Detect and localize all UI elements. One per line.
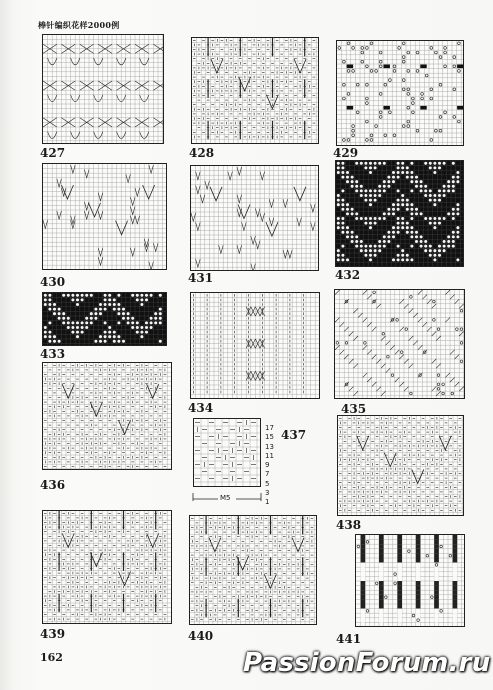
chart-431: [190, 165, 319, 271]
chart-437-repeat-label: M5: [220, 494, 231, 502]
chart-437: [193, 418, 261, 487]
row-label: 11: [265, 451, 274, 460]
chart-number-431: 431: [188, 271, 214, 285]
chart-number-438: 438: [336, 518, 362, 532]
chart-number-432: 432: [335, 268, 361, 282]
chart-number-437: 437: [281, 428, 307, 442]
chart-number-429: 429: [333, 146, 359, 160]
chart-429: [336, 40, 464, 146]
chart-439: [42, 510, 172, 624]
chart-number-427: 427: [40, 146, 66, 160]
page-number: 162: [40, 651, 63, 664]
row-label: 9: [265, 461, 270, 470]
chart-436: [42, 362, 172, 470]
row-label: 5: [265, 479, 270, 488]
chart-441: [355, 534, 465, 627]
row-label: 17: [265, 424, 274, 432]
row-label: 15: [265, 433, 274, 442]
row-label: 7: [265, 470, 270, 479]
chart-number-430: 430: [40, 275, 66, 289]
chart-number-433: 433: [40, 347, 66, 361]
chart-number-428: 428: [189, 146, 215, 160]
chart-434: [190, 292, 320, 399]
chart-440: [189, 515, 317, 625]
chart-430: [42, 163, 167, 270]
chart-number-441: 441: [336, 632, 362, 646]
watermark-text: PassionForum.ru: [243, 648, 491, 678]
chart-number-435: 435: [341, 402, 367, 416]
chart-number-439: 439: [40, 627, 66, 641]
chart-433: [42, 292, 167, 346]
chart-437-width-bracket: [192, 491, 272, 507]
chart-428: [191, 37, 319, 144]
chart-438: [337, 415, 464, 516]
row-label: 1: [265, 498, 270, 507]
row-label: 3: [265, 489, 270, 498]
chart-432: [335, 160, 464, 267]
chart-number-434: 434: [188, 401, 214, 415]
chart-435: [334, 289, 465, 399]
page-header-title: 棒针编织花样2000例: [38, 20, 120, 30]
chart-427: [42, 34, 164, 144]
chart-number-436: 436: [40, 478, 66, 492]
row-label: 13: [265, 442, 274, 451]
chart-number-440: 440: [188, 629, 214, 643]
